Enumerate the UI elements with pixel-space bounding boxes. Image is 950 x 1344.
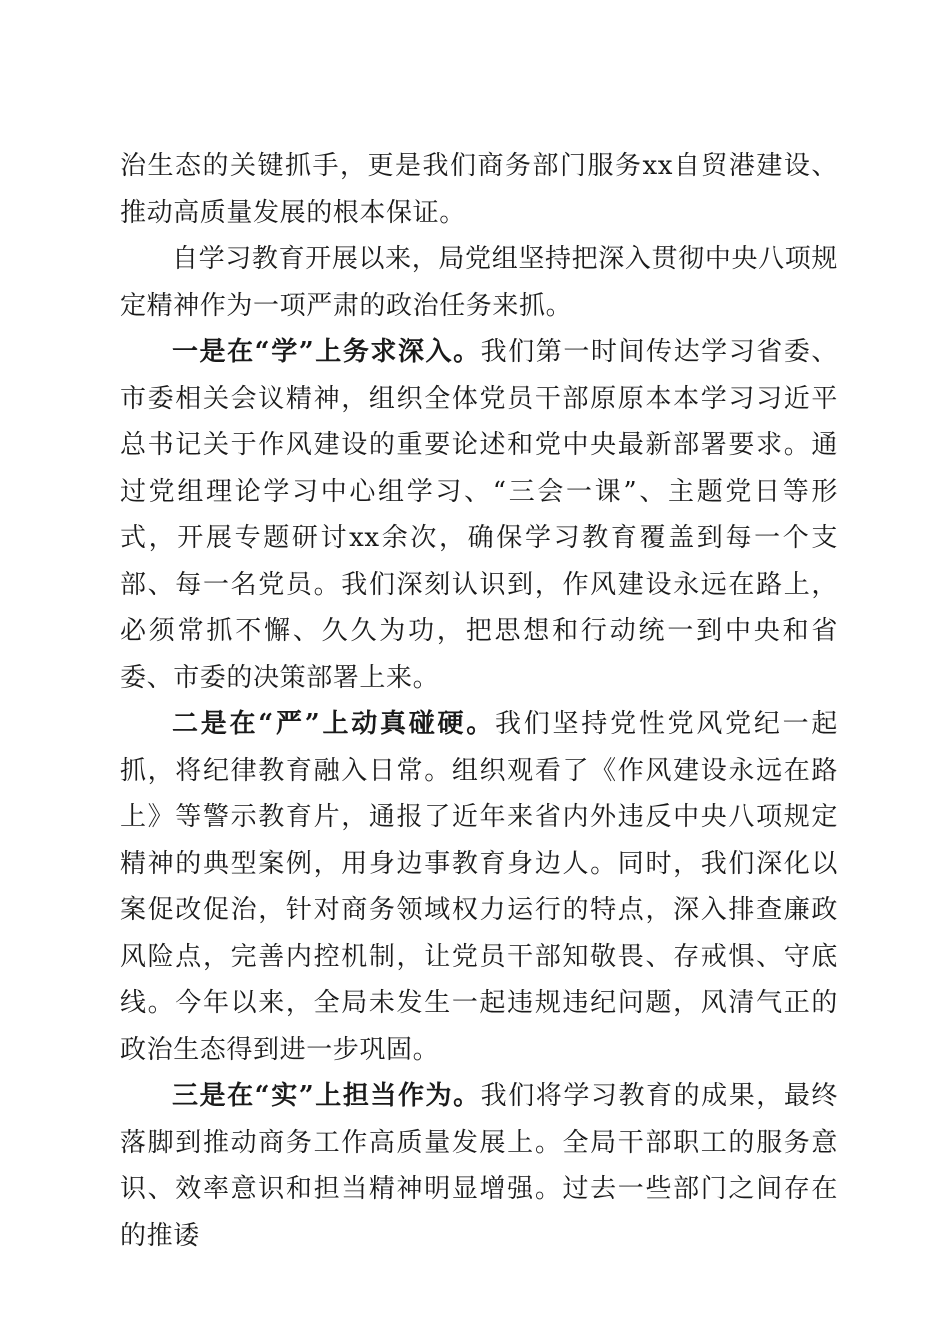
paragraph-text: 治生态的关键抓手，更是我们商务部门服务xx自贸港建设、推动高质量发展的根本保证。 [120, 151, 838, 228]
paragraph-lead-heading: 三是在“实”上担当作为。 [172, 1081, 481, 1111]
paragraph-strict [120, 701, 838, 1073]
paragraph-text: 我们坚持党性党风党纪一起抓，将纪律教育融入日常。组织观看了《作风建设永远在路上》等警示教育片，通报了近年来省内外违反中央八项规定精神的典型案例，用身边事教育身边人。同时，我们深化以案促改促治，针对商务领域权力运行的特点，深入排查廉政风险点，完善内控机制，让党员干部知敬畏、存戒惧、守底线。今年以来，全局未发生一起违规违纪问题，风清气正的政治生态得到进一步巩固。 [120, 709, 838, 1065]
paragraph-text: 我们第一时间传达学习省委、市委相关会议精神，组织全体党员干部原原本本学习习近平总书记关于作风建设的重要论述和党中央最新部署要求。通过党组理论学习中心组学习、“三会一课”、主题党日等形式，开展专题研讨xx余次，确保学习教育覆盖到每一个支部、每一名党员。我们深刻认识到，作风建设永远在路上，必须常抓不懈、久久为功，把思想和行动统一到中央和省委、市委的决策部署上来。 [120, 337, 838, 693]
paragraph-intro [120, 236, 838, 329]
paragraph-practice [120, 1073, 838, 1259]
paragraph-lead-heading: 一是在“学”上务求深入。 [172, 337, 481, 367]
paragraph-text: 自学习教育开展以来，局党组坚持把深入贯彻中央八项规定精神作为一项严肃的政治任务来抓。 [120, 244, 838, 321]
paragraph-continuation [120, 143, 838, 236]
document-body [120, 143, 838, 1259]
paragraph-study [120, 329, 838, 701]
paragraph-text: 我们将学习教育的成果，最终落脚到推动商务工作高质量发展上。全局干部职工的服务意识、效率意识和担当精神明显增强。过去一些部门之间存在的推诿 [120, 1081, 838, 1251]
paragraph-lead-heading: 二是在“严”上动真碰硬。 [172, 709, 496, 739]
